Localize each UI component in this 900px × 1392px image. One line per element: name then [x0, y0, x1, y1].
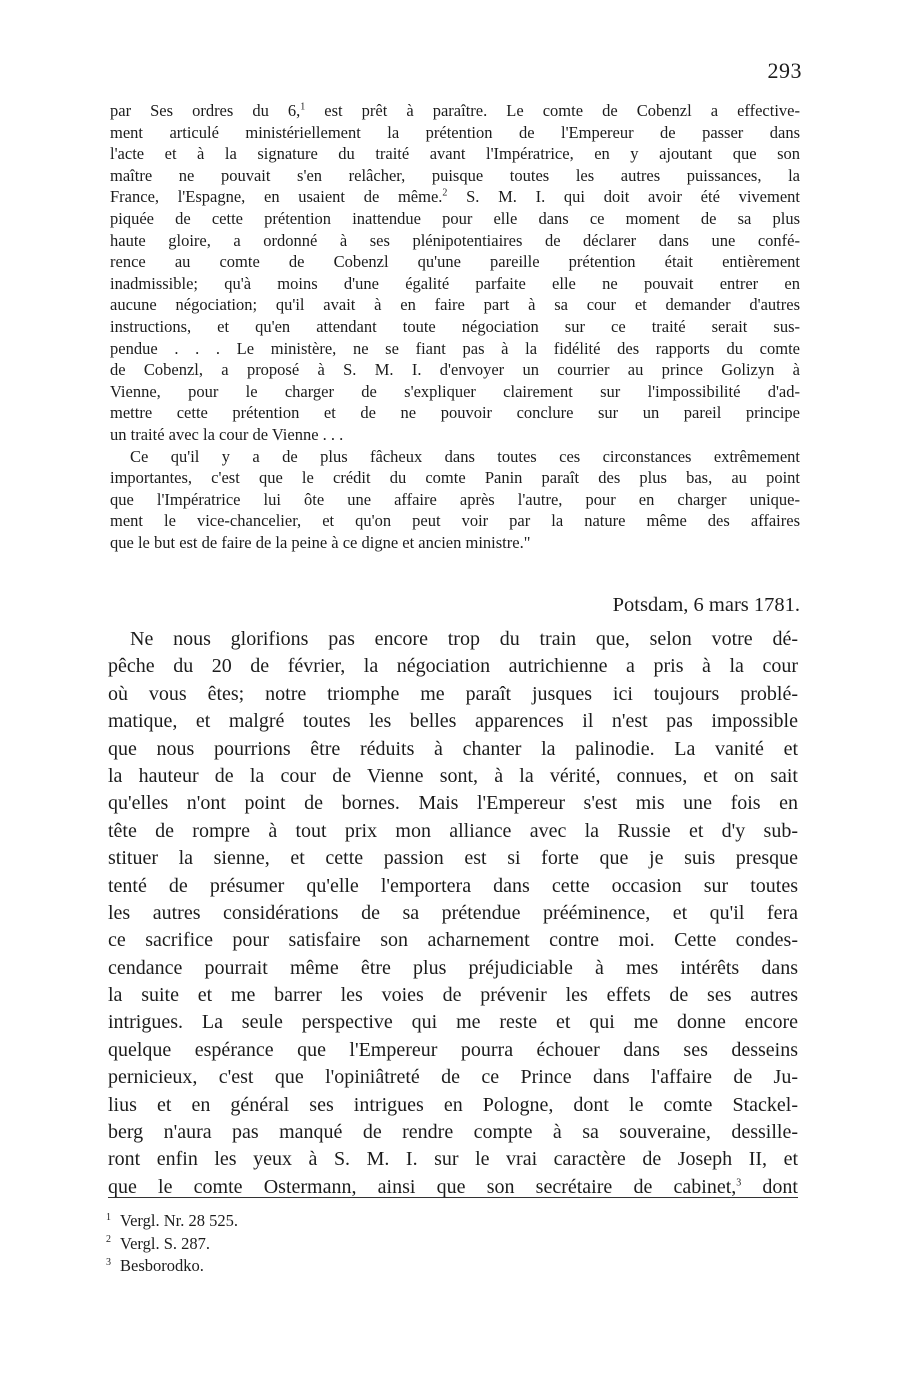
- letter-dateline: Potsdam, 6 mars 1781.: [612, 594, 800, 616]
- letter-line: ce sacrifice pour satisfaire son acharnement contre moi. Cette condes-: [108, 929, 798, 952]
- page-number: 293: [767, 58, 802, 83]
- quote-line: inadmissible; qu'à moins d'une égalité parfaite elle ne pouvait entrer en: [110, 273, 800, 293]
- quote-line: que le but est de faire de la peine à ce digne et ancien ministre.": [110, 532, 531, 552]
- letter-line: où vous êtes; notre triomphe me paraît jusques ici toujours problé-: [108, 682, 798, 705]
- footnote-item: 2 Vergl. S. 287.: [106, 1233, 210, 1253]
- quoted-dispatch: [110, 100, 800, 553]
- letter-line: Ne nous glorifions pas encore trop du train que, selon votre dé-: [130, 628, 798, 650]
- letter-line: la hauteur de la cour de Vienne sont, à la vérité, connues, et on sait: [108, 764, 798, 787]
- footnote-ref[interactable]: 3: [736, 1177, 742, 1189]
- letter-line: cendance pourrait même être plus préjudiciable à mes intérêts dans: [108, 956, 798, 979]
- quote-line: Ce qu'il y a de plus fâcheux dans toutes ces circonstances extrêmement: [130, 446, 800, 466]
- letter-line: que le comte Ostermann, ainsi que son secrétaire de cabinet,$^3$ dont: [108, 1175, 798, 1198]
- footnotes: [106, 1210, 238, 1278]
- footnote-ref[interactable]: 1: [300, 101, 306, 113]
- quote-line: ment articulé ministériellement la prétention de l'Empereur de passer dans: [110, 122, 800, 142]
- letter-line: tenté de présumer qu'elle l'emportera dans cette occasion sur toutes: [108, 874, 798, 897]
- quote-line: piquée de cette prétention inattendue pour elle dans ce moment de sa plus: [110, 208, 800, 228]
- quote-line: France, l'Espagne, en usaient de même.$^2$ S. M. I. qui doit avoir été vivement: [110, 187, 800, 207]
- letter-line: qu'elles n'ont point de bornes. Mais l'Empereur s'est mis une fois en: [108, 792, 798, 815]
- quote-line: de Cobenzl, a proposé à S. M. I. d'envoyer un courrier au prince Golizyn à: [110, 360, 800, 380]
- quote-line: Vienne, pour le charger de s'expliquer clairement sur l'impossibilité d'ad-: [110, 381, 800, 401]
- letter-line: stituer la sienne, et cette passion est si forte que je suis presque: [108, 847, 798, 870]
- footnote-item: 1 Vergl. Nr. 28 525.: [106, 1211, 238, 1230]
- footnote-text: Vergl. Nr. 28 525.: [120, 1211, 238, 1230]
- quote-line: un traité avec la cour de Vienne . . .: [110, 424, 344, 444]
- footnote-separator: [108, 1197, 798, 1198]
- letter-line: la suite et me barrer les voies de prévenir les effets de ses autres: [108, 984, 798, 1007]
- letter-line: pernicieux, c'est que l'opiniâtreté de ce Prince dans l'affaire de Ju-: [108, 1066, 798, 1089]
- quote-line: ment le vice-chancelier, et qu'on peut voir par la nature même des affaires: [110, 511, 800, 531]
- letter-line: que nous pourrions être réduits à chanter la palinodie. La vanité et: [108, 737, 798, 760]
- letter-line: intrigues. La seule perspective qui me reste et qui me donne encore: [108, 1011, 798, 1034]
- letter-line: berg n'aura pas manqué de rendre compte à sa souveraine, dessille-: [108, 1121, 798, 1144]
- quote-line: mettre cette prétention et de ne pouvoir conclure sur un pareil principe: [110, 403, 800, 423]
- letter-line: pêche du 20 de février, la négociation autrichienne a pris à la cour: [108, 655, 798, 678]
- letter-line: matique, et malgré toutes les belles apparences il n'est pas impossible: [108, 710, 798, 733]
- quote-line: rence au comte de Cobenzl qu'une pareille prétention était entièrement: [110, 252, 800, 272]
- quote-line: maître ne pouvait s'en relâcher, puisque toutes les autres puissances, la: [110, 165, 800, 185]
- letter-line: les autres considérations de sa prétendue prééminence, et qu'il fera: [108, 901, 798, 924]
- footnote-ref[interactable]: 2: [442, 187, 448, 199]
- letter-line: ront enfin les yeux à S. M. I. sur le vrai caractère de Joseph II, et: [108, 1148, 798, 1171]
- footnote-item: 3 Besborodko.: [106, 1256, 204, 1275]
- quote-line: par Ses ordres du 6,$^1$ est prêt à paraître. Le comte de Cobenzl a effective-: [110, 101, 800, 120]
- quote-line: l'acte et à la signature du traité avant l'Impératrice, en y ajoutant que son: [110, 144, 800, 164]
- quote-line: instructions, et qu'en attendant toute négociation sur ce traité serait sus-: [110, 316, 800, 336]
- footnote-text: Vergl. S. 287.: [120, 1233, 210, 1253]
- letter-line: quelque espérance que l'Empereur pourra échouer dans ses desseins: [108, 1038, 798, 1061]
- letter-body: [108, 626, 798, 1201]
- quote-line: haute gloire, a ordonné à ses plénipotentiaires de déclarer dans une confé-: [110, 230, 800, 250]
- letter-line: lius et en général ses intrigues en Pologne, dont le comte Stackel-: [108, 1093, 798, 1116]
- letter-line: tête de rompre à tout prix mon alliance avec la Russie et d'y sub-: [108, 819, 798, 842]
- quote-line: pendue . . . Le ministère, ne se fiant pas à la fidélité des rapports du comte: [110, 338, 800, 358]
- quote-line: importantes, c'est que le crédit du comte Panin paraît des plus bas, au point: [110, 468, 800, 488]
- footnote-text: Besborodko.: [120, 1256, 204, 1275]
- quote-line: aucune négociation; qu'il avait à en faire part à sa cour et demander d'autres: [110, 295, 800, 315]
- quote-line: que l'Impératrice lui ôte une affaire après l'autre, pour en charger unique-: [110, 489, 800, 509]
